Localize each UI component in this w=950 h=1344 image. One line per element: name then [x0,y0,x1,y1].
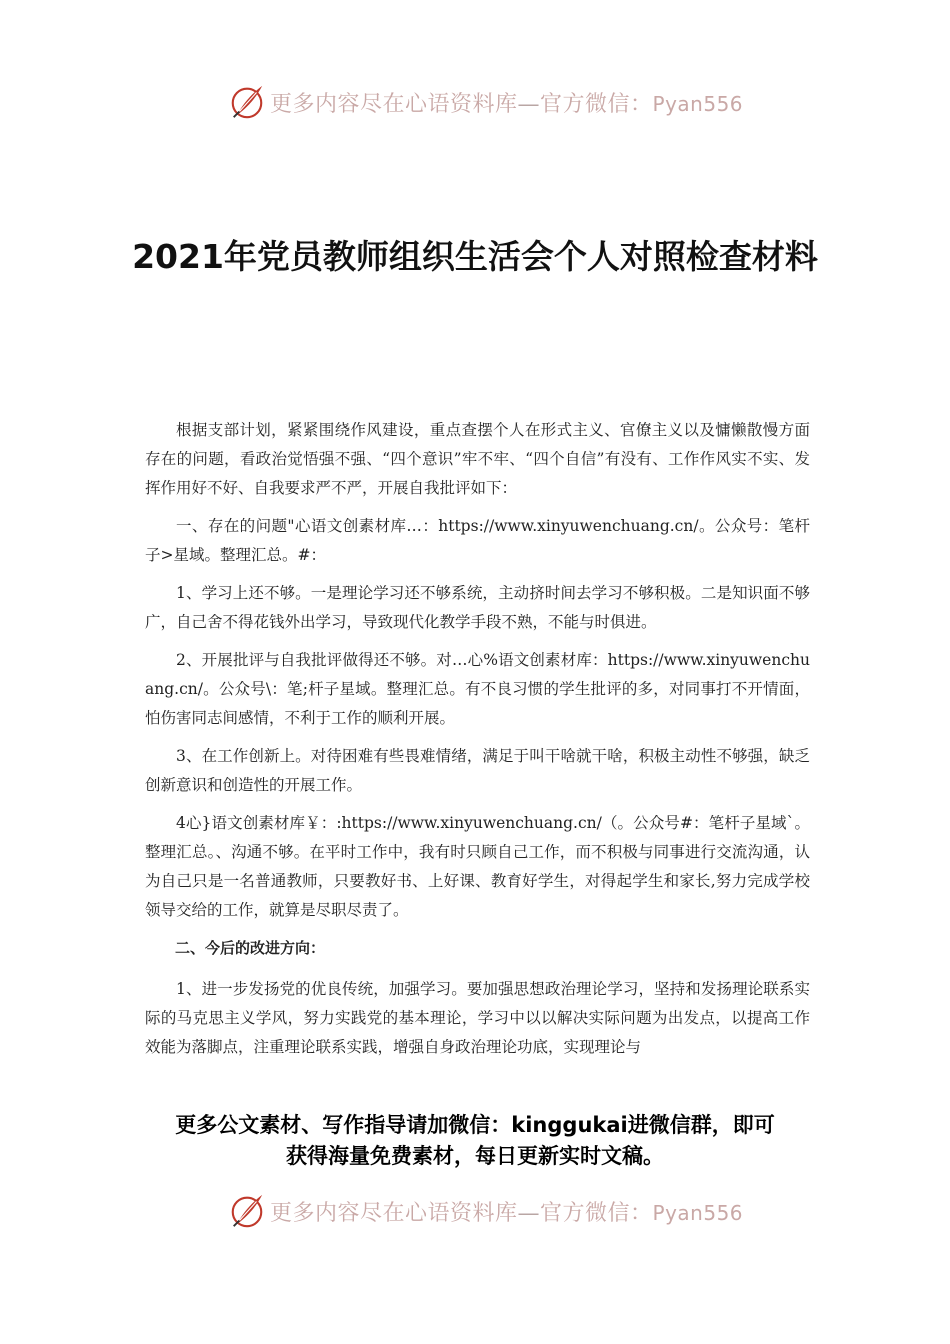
promo-line-2: 获得海量免费素材，每日更新实时文稿。 [286,1144,664,1168]
banner-dash: — [517,91,541,117]
promo-notice [120,1110,830,1172]
banner-wechat-id: Pyan556 [652,1200,744,1225]
section-heading: 二、今后的改进方向： [175,939,326,957]
banner-text [270,1196,743,1227]
banner-dash: — [517,1200,541,1226]
header-banner [228,82,743,122]
paragraph-intro: 根据支部计划，紧紧围绕作风建设，重点查摆个人在形式主义、官僚主义以及慵懒散慢方面存在的问题，看政治觉悟强不强、“四个意识”牢不牢、“四个自信”有没有、工作作风实不实、发挥作用好不好、自我要求严不严，开展自我批评如下： [145,421,810,497]
paragraph-item-3: 3、在工作创新上。对待困难有些畏难情绪，满足于叫干啥就干啥，积极主动性不够强，缺乏创新意识和创造性的开展工作。 [145,747,810,794]
banner-main-text: 更多内容尽在心语资料库 [270,1200,518,1226]
quill-logo-icon [228,83,266,121]
banner-main-text: 更多内容尽在心语资料库 [270,91,518,117]
paragraph-item-1: 1、学习上还不够。一是理论学习还不够系统，主动挤时间去学习不够积极。二是知识面不够广，自己舍不得花钱外出学习，导致现代化教学手段不熟，不能与时俱进。 [145,584,810,631]
paragraph-improvement-1: 1、进一步发扬党的优良传统，加强学习。要加强思想政治理论学习，坚持和发扬理论联系实际的马克思主义学风，努力实践党的基本理论，学习中以以解决实际问题为出发点，以提高工作效能为落脚点，注重理论联系实践，增强自身政治理论功底，实现理论与 [145,980,810,1056]
banner-suffix: 官方微信： [540,1200,653,1226]
paragraph-item-2: 2、开展批评与自我批评做得还不够。对…心%语文创素材库：https://www.xinyuwenchuang.cn/。公众号\：笔;杆子星域。整理汇总。有不良习惯的学生批评的多，对同事打不开情面，怕伤害同志间感情，不利于工作的顺利开展。 [145,651,810,727]
document-title: 2021年党员教师组织生活会个人对照检查材料 [132,237,818,276]
quill-logo-icon [228,1192,266,1230]
paragraph-problems: 一、存在的问题"心语文创素材库…：https://www.xinyuwenchuang.cn/。公众号：笔杆子>星域。整理汇总。#： [145,517,810,564]
document-body [145,416,810,1071]
promo-line-1: 更多公文素材、写作指导请加微信：kinggukai进微信群，即可 [175,1113,775,1137]
footer-banner [228,1191,743,1231]
paragraph-item-4: 4心}语文创素材库￥：:https://www.xinyuwenchuang.cn/（。公众号#：笔杆子星域`。整理汇总。、沟通不够。在平时工作中，我有时只顾自己工作，而不积极与同事进行交流沟通，认为自己只是一名普通教师，只要教好书、上好课、教育好学生，对得起学生和家长,努力完成学校领导交给的工作，就算是尽职尽责了。 [145,814,810,919]
banner-text [270,87,743,118]
banner-wechat-id: Pyan556 [652,91,744,116]
banner-suffix: 官方微信： [540,91,653,117]
